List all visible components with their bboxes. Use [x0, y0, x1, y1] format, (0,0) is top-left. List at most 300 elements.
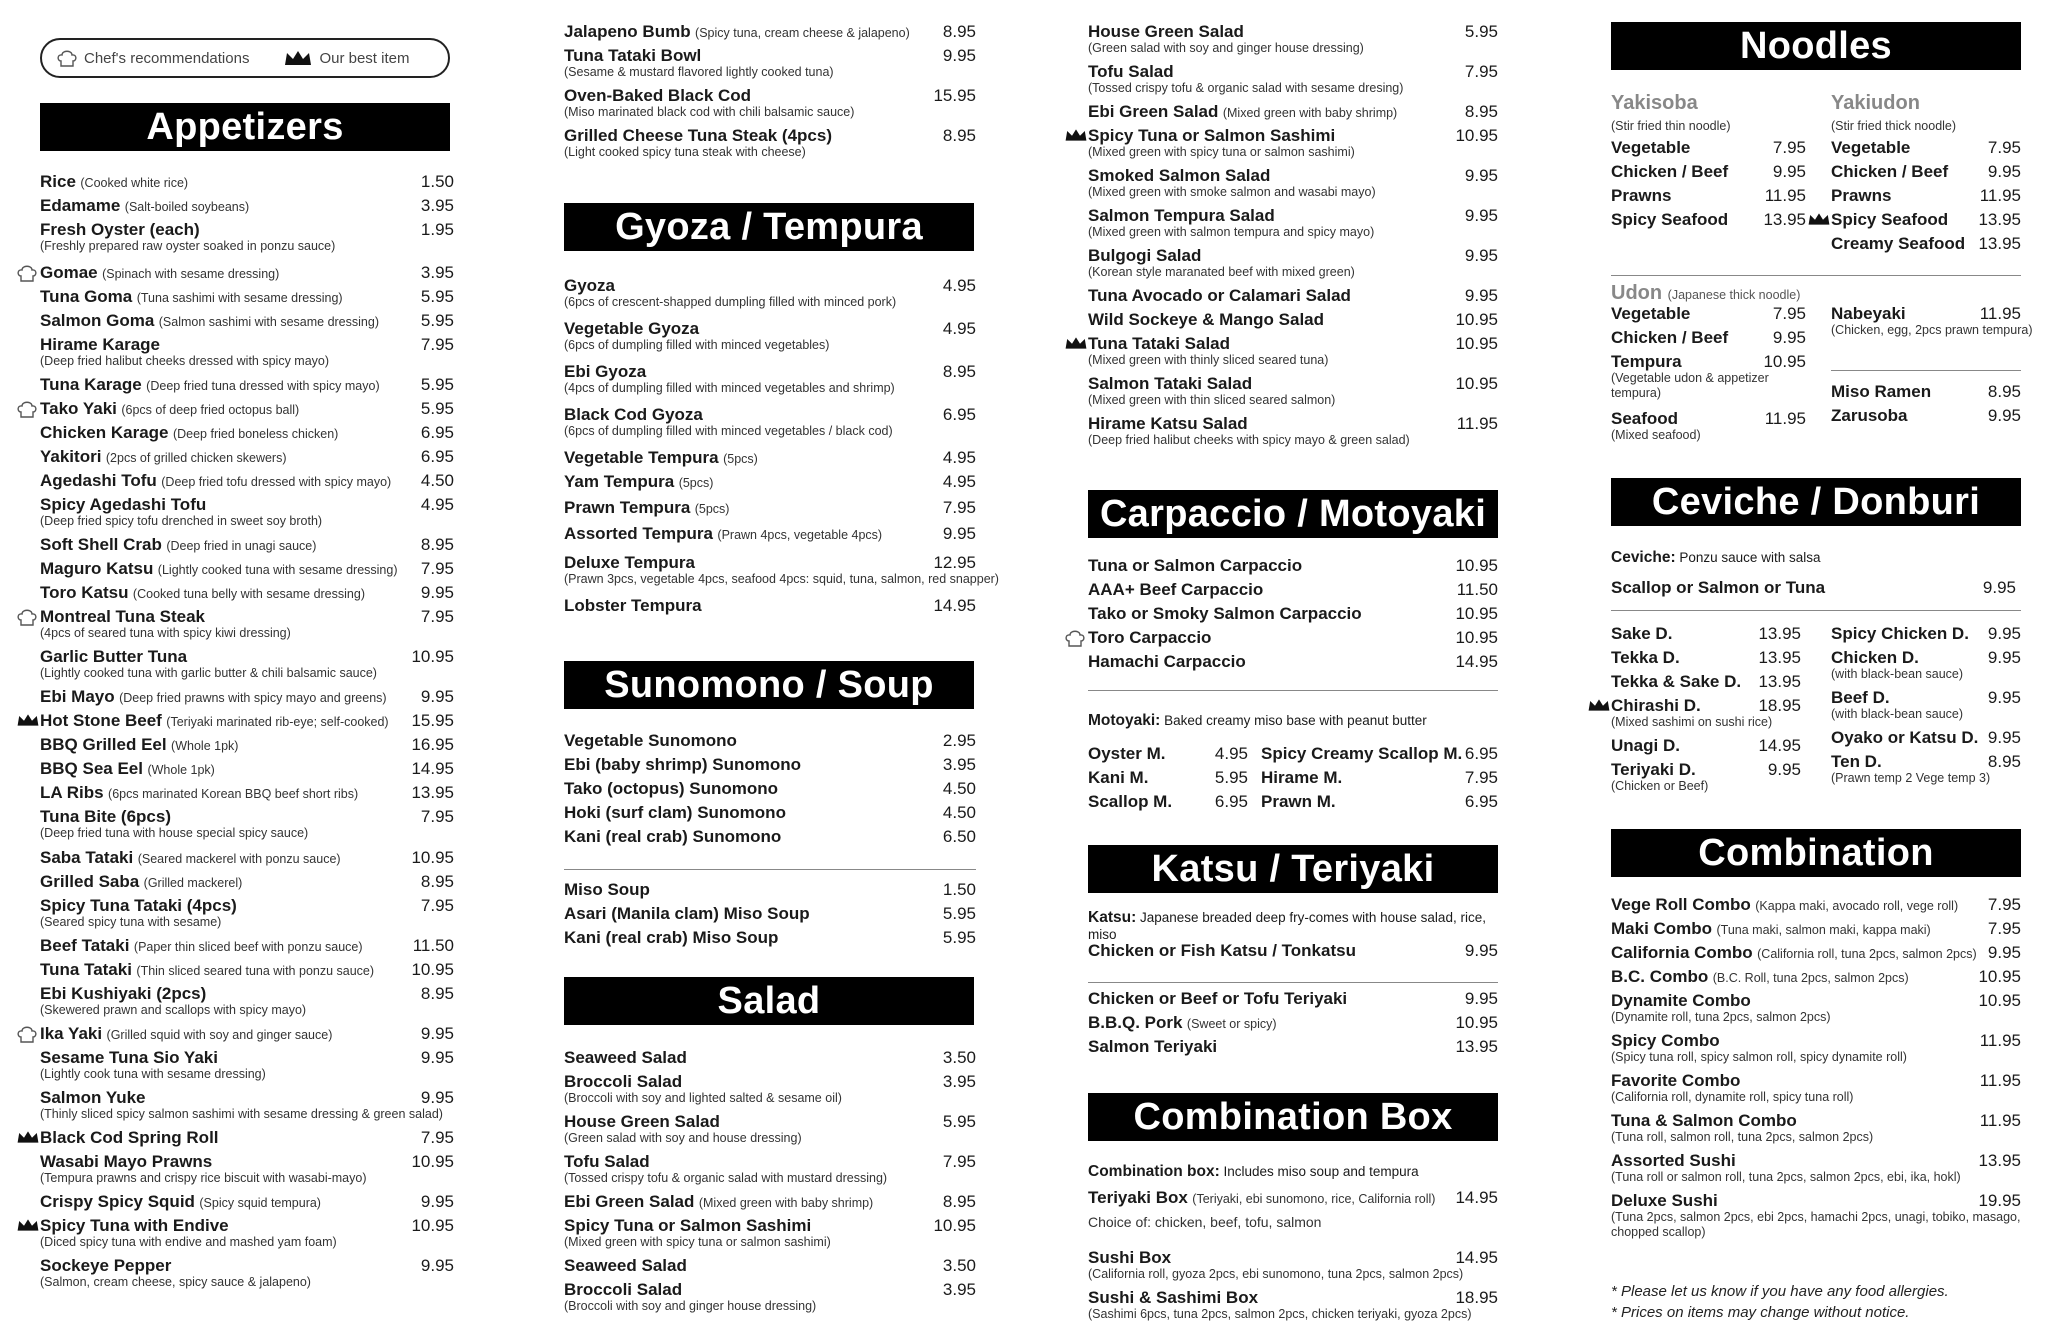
menu-item: [40, 984, 454, 1017]
crown-icon: [1807, 210, 1829, 230]
item-name: Chicken or Beef or Tofu Teriyaki: [1088, 989, 1348, 1008]
item-sub: (Spicy tuna roll, spicy salmon roll, spicy dynamite roll): [1611, 1050, 1907, 1064]
item-sub: tempura): [1611, 386, 1662, 400]
item-name: Tofu Salad: [564, 1152, 650, 1171]
item-sub: (6pcs of dumpling filled with minced vegetables / black cod): [564, 424, 893, 438]
item-name: BBQ Sea Eel: [40, 759, 143, 778]
item-price: 11.95: [1979, 186, 2021, 205]
menu-item: [1088, 989, 1498, 1011]
menu-item: [1611, 696, 1801, 729]
item-price: 9.95: [1987, 162, 2021, 181]
menu-item: [40, 335, 454, 368]
menu-item: [1611, 760, 1801, 793]
item-price: 4.50: [420, 471, 454, 490]
item-desc: (Spinach with sesame dressing): [102, 267, 280, 281]
item-price: 6.95: [1214, 792, 1248, 811]
item-price: 10.95: [933, 1216, 976, 1235]
menu-item: [1088, 414, 1498, 447]
item-price: 13.95: [411, 783, 454, 802]
item-name: House Green Salad: [564, 1112, 720, 1131]
item-price: 5.95: [942, 1112, 976, 1131]
item-name: Beef Tataki: [40, 936, 130, 955]
menu-item: [40, 471, 454, 493]
item-name: Black Cod Spring Roll: [40, 1128, 219, 1147]
item-price: 9.95: [1464, 166, 1498, 185]
item-name: Oyako or Katsu D.: [1831, 728, 1979, 747]
menu-item: [564, 1072, 976, 1105]
footer-allergy: * Please let us know if you have any food allergies.: [1611, 1283, 1949, 1300]
menu-item: [564, 1216, 976, 1249]
item-desc: (California roll, tuna 2pcs, salmon 2pcs): [1757, 947, 1977, 961]
item-price: 16.95: [411, 735, 454, 754]
item-desc: (Teriyaki, ebi sunomono, rice, California roll): [1192, 1192, 1436, 1206]
menu-item: [40, 196, 454, 218]
item-price: 9.95: [1464, 286, 1498, 305]
menu-item: [40, 1048, 454, 1081]
item-price: 9.95: [1464, 989, 1498, 1008]
menu-item: [40, 711, 454, 733]
item-price: 3.95: [942, 1072, 976, 1091]
menu-item: [1831, 624, 2021, 646]
menu-item: [1088, 1037, 1498, 1059]
menu-item: [40, 1088, 454, 1121]
item-price: 9.95: [1987, 943, 2021, 962]
menu-item: [1088, 941, 1498, 963]
item-desc: (Kappa maki, avocado roll, vege roll): [1755, 899, 1959, 913]
item-price: 14.95: [1455, 1188, 1498, 1207]
menu-item: [564, 596, 976, 618]
item-price: 13.95: [1978, 234, 2021, 253]
menu-item: [564, 498, 976, 520]
item-sub: (Mixed green with spicy tuna or salmon sashimi): [564, 1235, 831, 1249]
item-name: Ten D.: [1831, 752, 1882, 771]
item-name: Gyoza: [564, 276, 616, 295]
menu-item: [40, 1192, 454, 1214]
item-name: B.C. Combo: [1611, 967, 1709, 986]
item-name: Prawns: [1611, 186, 1672, 205]
item-price: 5.95: [1464, 22, 1498, 41]
item-sub: (Seared spicy tuna with sesame): [40, 915, 222, 929]
item-price: 13.95: [1758, 648, 1801, 667]
item-name: Kani (real crab) Sunomono: [564, 827, 782, 846]
item-price: 14.95: [1455, 1248, 1498, 1267]
item-name: Rice: [40, 172, 76, 191]
menu-item: [1088, 744, 1248, 766]
item-price: 9.95: [420, 1048, 454, 1067]
menu-item: [564, 524, 976, 546]
item-price: 11.95: [1979, 304, 2021, 323]
item-name: LA Ribs: [40, 783, 104, 802]
item-name: Hoki (surf clam) Sunomono: [564, 803, 786, 822]
item-price: 7.95: [420, 1128, 454, 1147]
item-price: 12.95: [933, 553, 976, 572]
item-sub: (Freshly prepared raw oyster soaked in ponzu sauce): [40, 239, 336, 253]
item-price: 8.95: [942, 126, 976, 145]
item-name: Oyster M.: [1088, 744, 1166, 763]
menu-item: [40, 807, 454, 840]
menu-item: [1088, 102, 1498, 124]
item-name: Tuna Tataki Bowl: [564, 46, 702, 65]
menu-item: [1088, 628, 1498, 650]
item-name: Miso Soup: [564, 880, 650, 899]
item-desc: (Prawn 4pcs, vegetable 4pcs): [717, 528, 883, 542]
item-price: 10.95: [1455, 1013, 1498, 1032]
item-name: Spicy Combo: [1611, 1031, 1720, 1050]
item-name: Tuna Tataki: [40, 960, 132, 979]
header-salad: Salad: [564, 977, 974, 1025]
menu-item: [1088, 166, 1498, 199]
item-name: Grilled Saba: [40, 872, 140, 891]
divider: [1088, 690, 1498, 691]
item-name: Tekka D.: [1611, 648, 1680, 667]
menu-item: [1261, 768, 1498, 790]
menu-item: [1831, 210, 2021, 232]
menu-item: [40, 647, 454, 680]
item-name: Maki Combo: [1611, 919, 1713, 938]
ceviche-note: Ceviche: Ponzu sauce with salsa: [1611, 549, 1821, 566]
item-name: Salmon Tempura Salad: [1088, 206, 1275, 225]
item-name: Agedashi Tofu: [40, 471, 157, 490]
item-sub: (Light cooked spicy tuna steak with cheese): [564, 145, 806, 159]
divider: [1611, 275, 2021, 276]
menu-item: [40, 447, 454, 469]
menu-item: [1088, 22, 1498, 55]
item-name: Deluxe Tempura: [564, 553, 696, 572]
item-name: Wasabi Mayo Prawns: [40, 1152, 213, 1171]
menu-item: [1611, 352, 1806, 400]
item-price: 10.95: [1455, 126, 1498, 145]
item-price: 10.95: [1455, 628, 1498, 647]
item-name: Prawns: [1831, 186, 1892, 205]
item-price: 1.50: [420, 172, 454, 191]
item-name: Beef D.: [1831, 688, 1890, 707]
item-price: 6.95: [942, 405, 976, 424]
item-name: Salmon Goma: [40, 311, 155, 330]
item-desc: (Tuna maki, salmon maki, kappa maki): [1716, 923, 1931, 937]
legend: [40, 38, 450, 78]
item-name: Chicken Karage: [40, 423, 169, 442]
menu-item: [1831, 304, 2033, 337]
menu-item: [40, 1024, 454, 1046]
menu-item: [40, 220, 454, 253]
item-name: Miso Ramen: [1831, 382, 1932, 401]
item-name: Nabeyaki: [1831, 304, 1906, 323]
item-price: 10.95: [411, 848, 454, 867]
item-price: 14.95: [1758, 736, 1801, 755]
item-name: Seafood: [1611, 409, 1679, 428]
item-name: Tuna Tataki Salad: [1088, 334, 1231, 353]
item-name: Tofu Salad: [1088, 62, 1174, 81]
item-price: 7.95: [420, 559, 454, 578]
item-name: Kani (real crab) Miso Soup: [564, 928, 779, 947]
menu-item: [1261, 792, 1498, 814]
menu-item: [1831, 382, 2021, 404]
item-price: 11.95: [1764, 186, 1806, 205]
item-desc: (Tuna sashimi with sesame dressing): [136, 291, 343, 305]
item-price: 7.95: [1464, 768, 1498, 787]
item-price: 7.95: [942, 498, 976, 517]
divider: [1831, 370, 2021, 371]
menu-item: [40, 375, 454, 397]
item-price: 9.95: [420, 1192, 454, 1211]
item-price: 9.95: [1982, 578, 2016, 597]
item-desc: (Grilled squid with soy and ginger sauce): [106, 1028, 333, 1042]
crown-icon: [1064, 334, 1086, 354]
item-name: Salmon Tataki Salad: [1088, 374, 1253, 393]
menu-item: [1088, 1013, 1498, 1035]
item-name: Tuna Karage: [40, 375, 142, 394]
menu-item: [564, 880, 976, 902]
item-name: Ebi Green Salad: [1088, 102, 1219, 121]
item-price: 9.95: [420, 687, 454, 706]
menu-item: [564, 22, 976, 44]
item-name: Toro Katsu: [40, 583, 129, 602]
item-name: California Combo: [1611, 943, 1753, 962]
item-name: Prawn Tempura: [564, 498, 691, 517]
item-sub: (Deep fried halibut cheeks dressed with spicy mayo): [40, 354, 330, 368]
footer-prices: * Prices on items may change without notice.: [1611, 1304, 1910, 1321]
item-name: Lobster Tempura: [564, 596, 702, 615]
item-price: 4.95: [420, 495, 454, 514]
menu-item: [1611, 578, 2016, 600]
item-sub: (6pcs of crescent-shapped dumpling filled with minced pork): [564, 295, 897, 309]
item-name: Seaweed Salad: [564, 1256, 687, 1275]
header-noodles: Noodles: [1611, 22, 2021, 70]
menu-item: [1088, 206, 1498, 239]
chef-hat-icon: [56, 48, 78, 68]
item-sub: (Dynamite roll, tuna 2pcs, salmon 2pcs): [1611, 1010, 1831, 1024]
menu-item: [1088, 310, 1498, 332]
menu-item: [40, 287, 454, 309]
item-name: Sushi & Sashimi Box: [1088, 1288, 1259, 1307]
item-price: 3.95: [942, 1280, 976, 1299]
menu-item: [1611, 162, 1806, 184]
item-sub: (Tempura prawns and crispy rice biscuit with wasabi-mayo): [40, 1171, 367, 1185]
menu-item: [1088, 246, 1498, 279]
item-name: Vegetable Sunomono: [564, 731, 737, 750]
item-price: 3.50: [942, 1048, 976, 1067]
item-price: 10.95: [411, 1152, 454, 1171]
menu-item: [40, 607, 454, 640]
item-desc: (B.C. Roll, tuna 2pcs, salmon 2pcs): [1712, 971, 1909, 985]
menu-item: [1611, 1151, 2021, 1184]
item-price: 3.50: [942, 1256, 976, 1275]
menu-item: [1611, 736, 1801, 758]
item-name: Toro Carpaccio: [1088, 628, 1212, 647]
item-price: 9.95: [942, 524, 976, 543]
item-price: 11.50: [412, 936, 454, 955]
item-name: Assorted Sushi: [1611, 1151, 1736, 1170]
item-desc: (Whole 1pk): [147, 763, 215, 777]
menu-item: [40, 759, 454, 781]
item-price: 9.95: [1464, 246, 1498, 265]
menu-item: [40, 960, 454, 982]
item-name: Tako or Smoky Salmon Carpaccio: [1088, 604, 1362, 623]
menu-item: [564, 472, 976, 494]
katsu-note: Katsu: Japanese breaded deep fry-comes with house salad, rice, miso: [1088, 909, 1486, 942]
item-sub: (Mixed seafood): [1611, 428, 1701, 442]
item-name: Edamame: [40, 196, 121, 215]
item-price: 7.95: [942, 1152, 976, 1171]
item-name: Spicy Chicken D.: [1831, 624, 1969, 643]
item-price: 9.95: [1987, 624, 2021, 643]
divider: [1611, 610, 2021, 611]
item-name: Tuna Avocado or Calamari Salad: [1088, 286, 1351, 305]
item-sub: (Mixed green with smoke salmon and wasabi mayo): [1088, 185, 1376, 199]
item-price: 8.95: [942, 1192, 976, 1211]
item-price: 15.95: [411, 711, 454, 730]
menu-item: [1831, 688, 2021, 721]
item-sub: (Lightly cooked tuna with garlic butter & chili balsamic sauce): [40, 666, 377, 680]
item-name: B.B.Q. Pork: [1088, 1013, 1183, 1032]
menu-item: [40, 848, 454, 870]
menu-item: [1611, 409, 1806, 442]
item-price: 8.95: [942, 22, 976, 41]
menu-item: [1611, 895, 2021, 917]
item-price: 13.95: [1763, 210, 1806, 229]
item-name: Vegetable: [1831, 138, 1911, 157]
item-name: Spicy Tuna Tataki (4pcs): [40, 896, 237, 915]
item-name: AAA+ Beef Carpaccio: [1088, 580, 1264, 599]
item-name: Ebi (baby shrimp) Sunomono: [564, 755, 802, 774]
item-price: 10.95: [411, 1216, 454, 1235]
header-combination: Combination: [1611, 829, 2021, 877]
item-name: Montreal Tuna Steak: [40, 607, 205, 626]
item-name: Teriyaki Box: [1088, 1188, 1188, 1207]
item-sub: (Mixed green with thin sliced seared salmon): [1088, 393, 1336, 407]
header-katsu-teriyaki: Katsu / Teriyaki: [1088, 845, 1498, 893]
item-price: 10.95: [1455, 374, 1498, 393]
item-price: 7.95: [420, 807, 454, 826]
item-name: Favorite Combo: [1611, 1071, 1741, 1090]
item-price: 9.95: [1464, 206, 1498, 225]
item-name: Ebi Mayo: [40, 687, 115, 706]
item-desc: (Whole 1pk): [171, 739, 239, 753]
item-desc: (6pcs of deep fried octopus ball): [121, 403, 300, 417]
item-sub: (Sashimi 6pcs, tuna 2pcs, salmon 2pcs, chicken teriyaki, gyoza 2pcs): [1088, 1307, 1472, 1321]
item-sub: (6pcs of dumpling filled with minced vegetables): [564, 338, 830, 352]
item-name: Tuna Goma: [40, 287, 133, 306]
menu-item: [1831, 234, 2021, 256]
menu-item: [1088, 652, 1498, 674]
menu-item: [1611, 991, 2021, 1024]
item-desc: (Mixed green with baby shrimp): [698, 1196, 874, 1210]
menu-item: [1611, 919, 2021, 941]
item-price: 11.95: [1979, 1031, 2021, 1050]
item-sub: (Chicken, egg, 2pcs prawn tempura): [1831, 323, 2033, 337]
item-sub: (Sesame & mustard flavored lightly cooked tuna): [564, 65, 834, 79]
item-sub: (Broccoli with soy and lighted salted & sesame oil): [564, 1091, 842, 1105]
item-desc: (2pcs of grilled chicken skewers): [105, 451, 287, 465]
item-price: 10.95: [1455, 604, 1498, 623]
menu-item: [564, 1112, 976, 1145]
menu-item: [1088, 604, 1498, 626]
item-name: Sushi Box: [1088, 1248, 1172, 1267]
item-name: Assorted Tempura: [564, 524, 713, 543]
item-price: 4.95: [942, 472, 976, 491]
chef-hat-icon: [16, 263, 38, 283]
item-price: 9.95: [1772, 162, 1806, 181]
item-price: 8.95: [1987, 752, 2021, 771]
item-sub: (Broccoli with soy and ginger house dressing): [564, 1299, 817, 1313]
item-sub: chopped scallop): [1611, 1225, 1706, 1239]
menu-item: [1831, 728, 2021, 750]
menu-item: [40, 735, 454, 757]
item-name: Chirashi D.: [1611, 696, 1701, 715]
menu-item: [564, 928, 976, 950]
item-price: 14.95: [933, 596, 976, 615]
item-desc: (Thin sliced seared tuna with ponzu sauce): [136, 964, 375, 978]
menu-item: [1611, 967, 2021, 989]
item-price: 4.50: [942, 803, 976, 822]
item-name: Scallop M.: [1088, 792, 1173, 811]
item-price: 4.50: [942, 779, 976, 798]
item-sub: (with black-bean sauce): [1831, 667, 1964, 681]
combobox-note: Combination box: Includes miso soup and tempura: [1088, 1163, 1419, 1180]
menu-item: [1611, 672, 1801, 694]
menu-item: [40, 1216, 454, 1249]
menu-item: [1831, 138, 2021, 160]
menu-item: [1611, 943, 2021, 965]
menu-item: [564, 803, 976, 825]
item-sub: (Tuna roll or salmon roll, tuna 2pcs, salmon 2pcs, ebi, ika, hokl): [1611, 1170, 1961, 1184]
crown-icon: [16, 1216, 38, 1236]
item-price: 9.95: [1772, 328, 1806, 347]
menu-item: [1611, 1031, 2021, 1064]
header-appetizers: Appetizers: [40, 103, 450, 151]
item-name: Tuna & Salmon Combo: [1611, 1111, 1797, 1130]
item-price: 1.50: [942, 880, 976, 899]
item-choice: Choice of: chicken, beef, tofu, salmon: [1088, 1214, 1322, 1230]
menu-item: [564, 1152, 976, 1185]
item-name: Oven-Baked Black Cod: [564, 86, 752, 105]
item-price: 5.95: [942, 904, 976, 923]
item-name: Bulgogi Salad: [1088, 246, 1202, 265]
item-desc: (Cooked tuna belly with sesame dressing): [132, 587, 365, 601]
menu-item: [564, 126, 976, 159]
item-desc: (Deep fried prawns with spicy mayo and greens): [119, 691, 387, 705]
menu-item: [1611, 648, 1801, 670]
menu-item: [1611, 304, 1806, 326]
item-sub: (California roll, dynamite roll, spicy tuna roll): [1611, 1090, 1854, 1104]
item-name: Ebi Kushiyaki (2pcs): [40, 984, 207, 1003]
item-price: 5.95: [420, 311, 454, 330]
item-price: 7.95: [1987, 919, 2021, 938]
item-sub: (Tossed crispy tofu & organic salad with mustard dressing): [564, 1171, 888, 1185]
menu-item: [1088, 580, 1498, 602]
item-name: Garlic Butter Tuna: [40, 647, 188, 666]
yakiudon-title: Yakiudon: [1831, 92, 1920, 114]
item-price: 7.95: [1987, 895, 2021, 914]
item-price: 6.95: [1464, 792, 1498, 811]
menu-item: [564, 779, 976, 801]
item-price: 9.95: [1987, 648, 2021, 667]
item-name: Unagi D.: [1611, 736, 1680, 755]
item-price: 4.95: [942, 448, 976, 467]
item-sub: (Deep fried tuna with house special spicy sauce): [40, 826, 309, 840]
menu-item: [564, 362, 976, 395]
menu-item: [564, 755, 976, 777]
chef-hat-icon: [16, 399, 38, 419]
item-price: 3.95: [420, 196, 454, 215]
item-price: 9.95: [1987, 406, 2021, 425]
menu-item: [1831, 162, 2021, 184]
menu-item: [40, 583, 454, 605]
item-price: 9.95: [420, 583, 454, 602]
item-name: Sake D.: [1611, 624, 1673, 643]
item-price: 8.95: [942, 362, 976, 381]
item-name: Chicken / Beef: [1611, 162, 1729, 181]
